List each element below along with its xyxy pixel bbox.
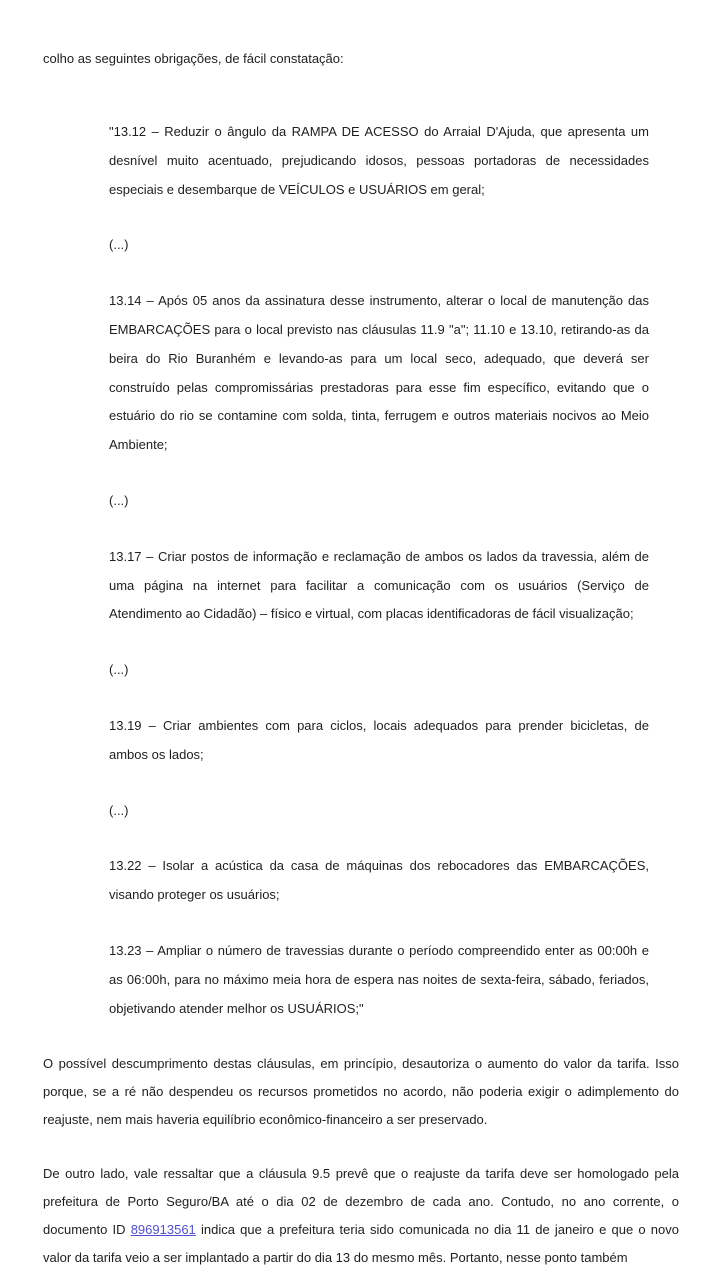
closing-paragraph-2 <box>43 1160 679 1272</box>
quote-clause-13-23: 13.23 – Ampliar o número de travessias durante o período compreendido enter as 00:00h e as 06:00h, para no máximo meia hora de espera nas noites de sexta-feira, sábado, feriados, objetivando atender melhor os USUÁRIOS;" <box>109 942 649 1016</box>
ellipsis-marker: (...) <box>109 237 129 253</box>
document-id-link[interactable]: 896913561 <box>130 1222 196 1238</box>
closing-paragraph-2-text-after: indica que a prefeitura teria sido comunicada no dia 11 de janeiro e que o novo valor da tarifa veio a ser implantado a partir do dia 13 do mesmo mês. Portanto, nesse ponto também <box>43 1222 679 1266</box>
ellipsis-marker: (...) <box>109 662 129 678</box>
closing-paragraph-2-text-before: De outro lado, vale ressaltar que a cláusula 9.5 prevê que o reajuste da tarifa deve ser homologado pela prefeitura de Porto Seguro/BA até o dia 02 de dezembro de cada ano. Contudo, no ano corrente, o documento ID <box>43 1166 679 1238</box>
quote-clause-13-22: 13.22 – Isolar a acústica da casa de máquinas dos rebocadores das EMBARCAÇÕES, visando proteger os usuários; <box>109 858 649 903</box>
quote-clause-13-17: 13.17 – Criar postos de informação e reclamação de ambos os lados da travessia, além de uma página na internet para facilitar a comunicação com os usuários (Serviço de Atendimento ao Cidadão) – físico e virtual, com placas identificadoras de fácil visualização; <box>109 548 649 622</box>
ellipsis-marker: (...) <box>109 492 129 508</box>
quote-clause-13-19: 13.19 – Criar ambientes com para ciclos, locais adequados para prender bicicletas, de ambos os lados; <box>109 717 649 762</box>
quote-clause-13-12: "13.12 – Reduzir o ângulo da RAMPA DE ACESSO do Arraial D'Ajuda, que apresenta um desnível muito acentuado, prejudicando idosos, pessoas portadoras de necessidades especiais e desembarque de VEÍCULOS e USUÁRIOS em geral; <box>109 124 649 197</box>
ellipsis-marker: (...) <box>109 802 129 818</box>
closing-paragraph-1: O possível descumprimento destas cláusulas, em princípio, desautoriza o aumento do valor da tarifa. Isso porque, se a ré não despendeu os recursos prometidos no acordo, não poderia exigir o adimplemento do reajuste, nem mais haveria equilíbrio econômico-financeiro a ser preservado. <box>43 1056 679 1128</box>
intro-paragraph: colho as seguintes obrigações, de fácil constatação: <box>43 51 344 66</box>
quote-clause-13-14: 13.14 – Após 05 anos da assinatura desse instrumento, alterar o local de manutenção das EMBARCAÇÕES para o local previsto nas cláusulas 11.9 "a"; 11.10 e 13.10, retirando-as da beira do Rio Buranhém e levando-as para um local seco, adequado, que deverá ser construído pelas compromissárias prestadoras para esse fim específico, evitando que o estuário do rio se contamine com solda, tinta, ferrugem e outros materiais nocivos ao Meio Ambiente; <box>109 293 649 453</box>
closing-section <box>43 1050 679 1272</box>
quote-block <box>109 118 649 1023</box>
